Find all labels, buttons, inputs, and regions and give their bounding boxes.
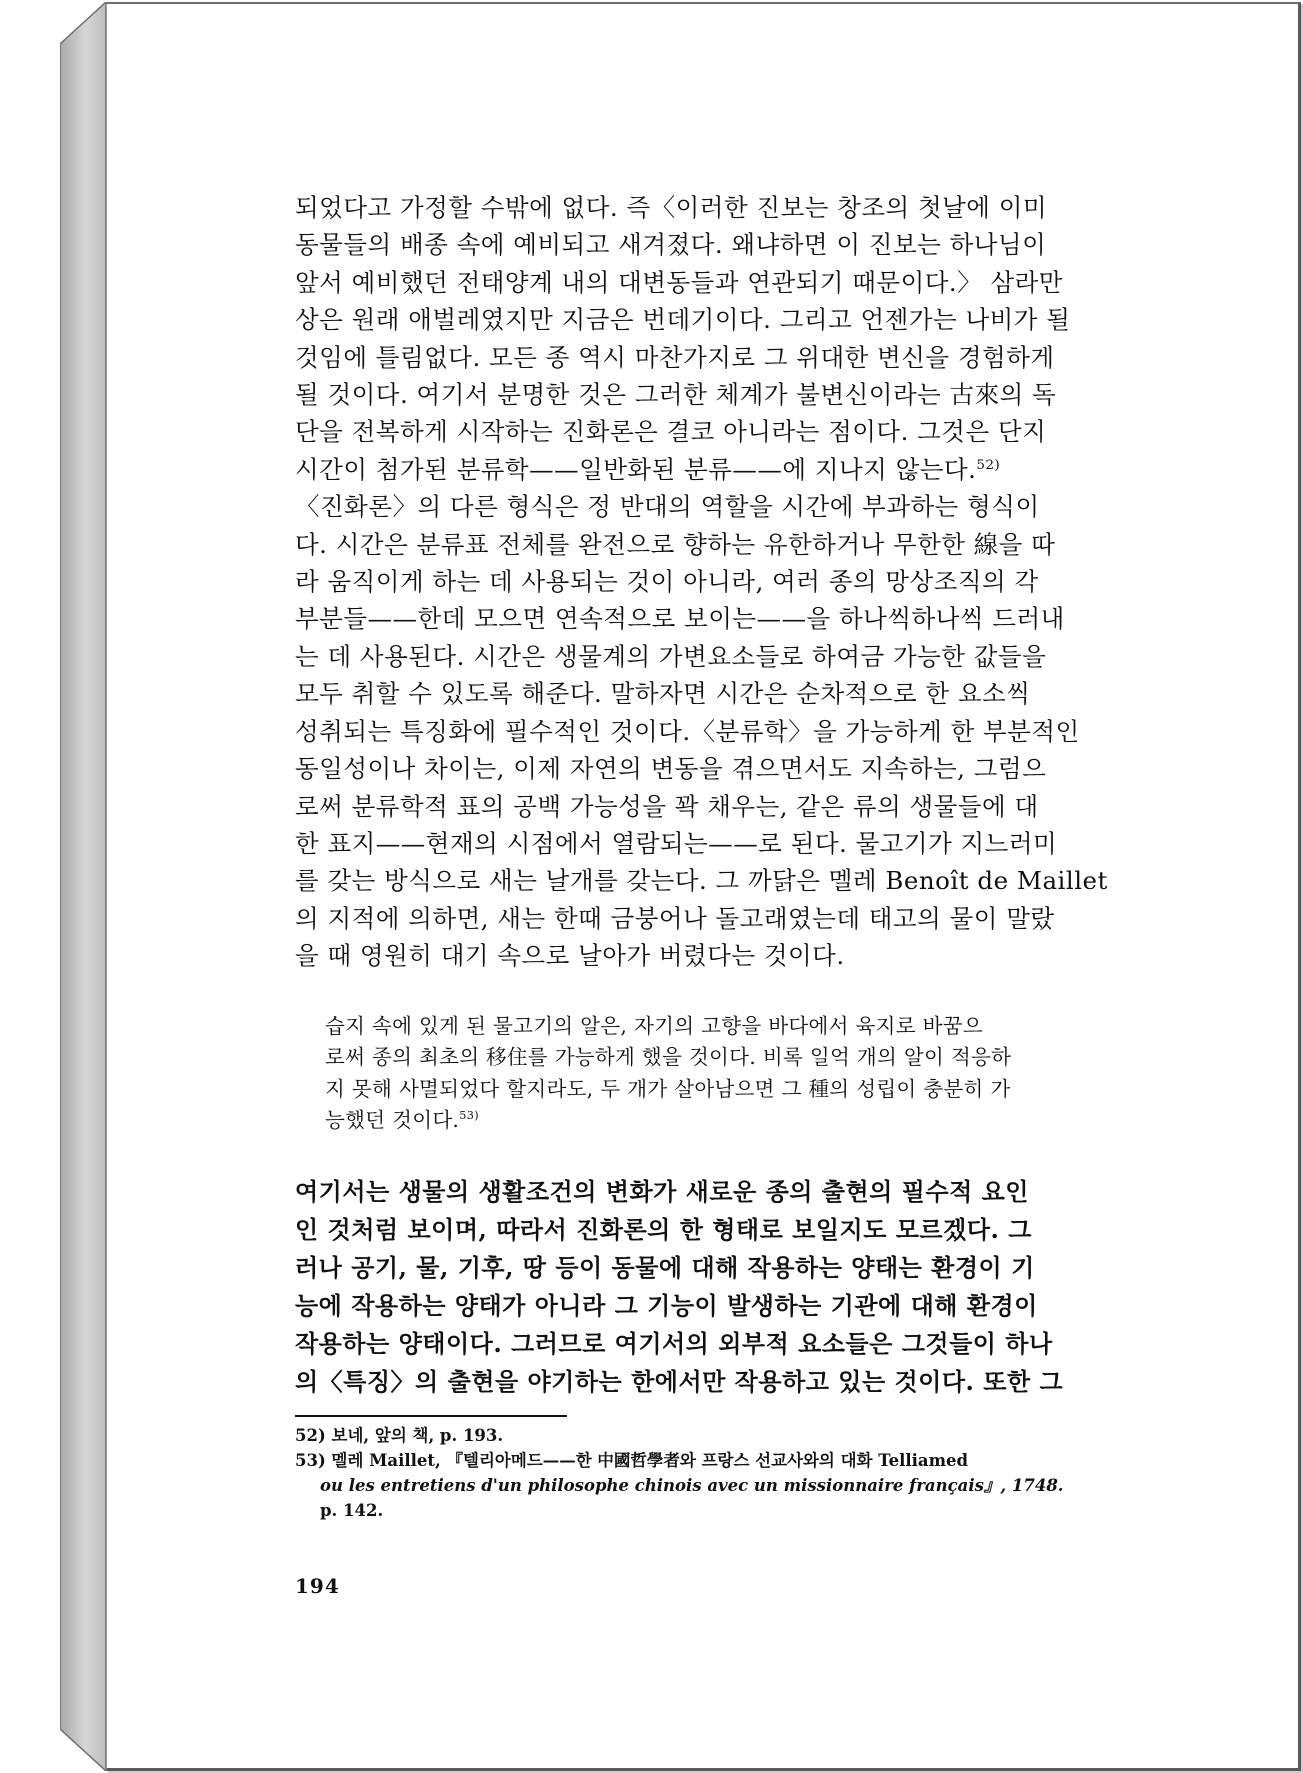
text-line: 부분들——한데 모으면 연속적으로 보이는——을 하나씩하나씩 드러내 [295, 604, 1065, 634]
block-quote [325, 1011, 1193, 1137]
page-body [295, 189, 1195, 1523]
page-number: 194 [295, 1574, 340, 1598]
footnote-53: 53) 멜레 Maillet, 『텔리아메드——한 中國哲學者와 프랑스 선교사와의 대화 Telliamed [295, 1450, 969, 1470]
footnote-ref-52[interactable]: 52) [976, 456, 1001, 473]
text-line: 성취되는 특징화에 필수적인 것이다.〈분류학〉을 가능하게 한 부분적인 [295, 716, 1080, 746]
text-line: 능에 작용하는 양태가 아니라 그 기능이 발생하는 기관에 대해 환경이 [295, 1290, 1038, 1320]
book [60, 2, 1301, 1771]
footnote-52: 52) 보네, 앞의 책, p. 193. [295, 1425, 504, 1445]
text-line: 인 것처럼 보이며, 따라서 진화론의 한 형태로 보일지도 모르겠다. 그 [295, 1214, 1032, 1244]
text-line: 한 표지——현재의 시점에서 열람되는——로 된다. 물고기가 지느러미 [295, 828, 1058, 858]
footnote-53-continuation: ou les entretiens d'un philosophe chinois avec un missionnaire français』, 1748. [320, 1475, 1064, 1495]
text-line: 되었다고 가정할 수밖에 없다. 즉〈이러한 진보는 창조의 첫날에 이미 [295, 193, 1048, 222]
text-line-content: 시간이 첨가된 분류학——일반화된 분류——에 지나지 않는다. [295, 454, 977, 484]
text-line [295, 451, 1195, 488]
text-line: 동일성이나 차이는, 이제 자연의 변동을 겪으면서도 지속하는, 그럼으 [295, 754, 1047, 784]
text-line: 라 움직이게 하는 데 사용되는 것이 아니라, 여러 종의 망상조직의 각 [295, 567, 1039, 597]
text-line: 〈진화론〉의 다른 형식은 정 반대의 역할을 시간에 부과하는 형식이 [295, 492, 1040, 522]
text-line: 모두 취할 수 있도록 해준다. 말하자면 시간은 순차적으로 한 요소씩 [295, 679, 1031, 709]
page-sheet [106, 2, 1301, 1771]
text-line: 의〈특징〉의 출현을 야기하는 한에서만 작용하고 있는 것이다. 또한 그 [295, 1366, 1064, 1396]
text-line: 다. 시간은 분류표 전체를 완전으로 향하는 유한하거나 무한한 線을 따 [295, 529, 1056, 559]
text-line: 단을 전복하게 시작하는 진화론은 결코 아니라는 점이다. 그것은 단지 [295, 417, 1047, 447]
text-line: 작용하는 양태이다. 그러므로 여기서의 외부적 요소들은 그것들이 하나 [295, 1328, 1053, 1358]
text-line: 상은 원래 애벌레였지만 지금은 번데기이다. 그리고 언젠가는 나비가 될 [295, 305, 1071, 335]
text-line: 로써 분류학적 표의 공백 가능성을 꽉 채우는, 같은 류의 생물들에 대 [295, 791, 1039, 821]
text-line: 동물들의 배종 속에 예비되고 새겨졌다. 왜냐하면 이 진보는 하나님이 [295, 230, 1047, 260]
paragraph-1 [295, 189, 1195, 488]
book-spine [60, 2, 106, 1771]
quote-line-content: 능했던 것이다. [325, 1108, 460, 1133]
text-line: 될 것이다. 여기서 분명한 것은 그러한 체계가 불변신이라는 古來의 독 [295, 380, 1057, 410]
quote-line [325, 1105, 1193, 1137]
text-line: 을 때 영원히 대기 속으로 날아가 버렸다는 것이다. [295, 941, 845, 971]
text-line: 러나 공기, 물, 기후, 땅 등이 동물에 대해 작용하는 양태는 환경이 기 [295, 1252, 1035, 1282]
paragraph-3 [295, 1173, 1195, 1401]
footnote-53-page: p. 142. [320, 1500, 384, 1520]
text-line: 의 지적에 의하면, 새는 한때 금붕어나 돌고래였는데 태고의 물이 말랐 [295, 903, 1055, 933]
footnote-divider [295, 1415, 567, 1417]
quote-line: 습지 속에 있게 된 물고기의 알은, 자기의 고향을 바다에서 육지로 바꿈으 [325, 1013, 983, 1038]
text-line: 를 갖는 방식으로 새는 날개를 갖는다. 그 까닭은 멜레 Benoît de Maillet [295, 866, 1108, 896]
text-line: 것임에 틀림없다. 모든 종 역시 마찬가지로 그 위대한 변신을 경험하게 [295, 342, 1055, 372]
quote-line: 지 못해 사멸되었다 할지라도, 두 개가 살아남으면 그 種의 성립이 충분히 가 [325, 1076, 1011, 1101]
book-spine-shape [60, 2, 106, 1771]
quote-line: 로써 종의 최초의 移住를 가능하게 했을 것이다. 비록 일억 개의 알이 적응하 [325, 1045, 1012, 1070]
footnotes [295, 1423, 1195, 1523]
text-line: 는 데 사용된다. 시간은 생물계의 가변요소들로 하여금 가능한 값들을 [295, 641, 1047, 671]
footnote-ref-53[interactable]: 53) [459, 1109, 479, 1123]
text-line: 앞서 예비했던 전태양계 내의 대변동들과 연관되기 때문이다.〉 삼라만 [295, 267, 1063, 297]
text-line: 여기서는 생물의 생활조건의 변화가 새로운 종의 출현의 필수적 요인 [295, 1176, 1029, 1206]
paragraph-2 [295, 488, 1195, 974]
